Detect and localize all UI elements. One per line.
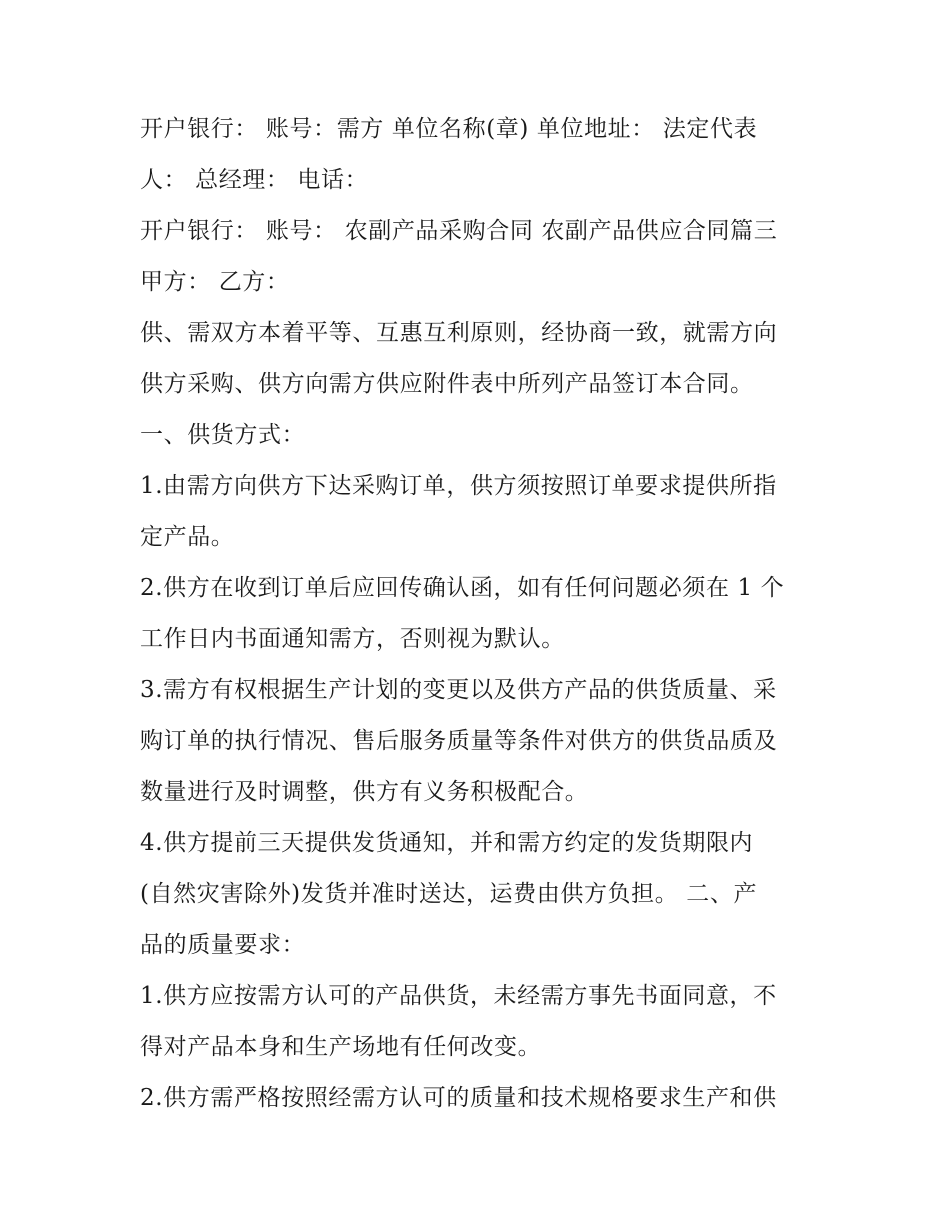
text-line: 人： 总经理： 电话： bbox=[140, 167, 369, 193]
text-line: 1.由需方向供方下达采购订单，供方须按照订单要求提供所指 bbox=[140, 473, 777, 499]
text-line: 数量进行及时调整，供方有义务积极配合。 bbox=[140, 779, 589, 805]
text-line: 得对产品本身和生产场地有任何改变。 bbox=[140, 1034, 542, 1060]
text-line: (自然灾害除外)发货并准时送达，运费由供方负担。 二、产 bbox=[140, 881, 758, 907]
text-line: 开户银行： 账号： 农副产品采购合同 农副产品供应合同篇三 bbox=[140, 218, 778, 244]
text-line: 定产品。 bbox=[140, 524, 235, 550]
text-line: 2.供方在收到订单后应回传确认函，如有任何问题必须在 1 个 bbox=[140, 575, 785, 601]
document-body bbox=[140, 104, 820, 1124]
text-line: 开户银行： 账号：需方 单位名称(章) 单位地址： 法定代表 bbox=[140, 116, 758, 142]
section-heading: 一、供货方式： bbox=[140, 422, 306, 448]
text-line: 工作日内书面通知需方，否则视为默认。 bbox=[140, 626, 565, 652]
text-line: 4.供方提前三天提供发货通知，并和需方约定的发货期限内 bbox=[140, 830, 754, 856]
text-line: 2.供方需严格按照经需方认可的质量和技术规格要求生产和供 bbox=[140, 1085, 777, 1111]
text-line: 购订单的执行情况、售后服务质量等条件对供方的供货品质及 bbox=[140, 728, 778, 754]
text-line: 甲方： 乙方： bbox=[140, 269, 290, 295]
text-line: 1.供方应按需方认可的产品供货，未经需方事先书面同意，不 bbox=[140, 983, 777, 1009]
text-line: 品的质量要求： bbox=[140, 932, 306, 958]
text-line: 供方采购、供方向需方供应附件表中所列产品签订本合同。 bbox=[140, 371, 754, 397]
text-line: 供、需双方本着平等、互惠互利原则，经协商一致，就需方向 bbox=[140, 320, 778, 346]
text-line: 3.需方有权根据生产计划的变更以及供方产品的供货质量、采 bbox=[140, 677, 777, 703]
